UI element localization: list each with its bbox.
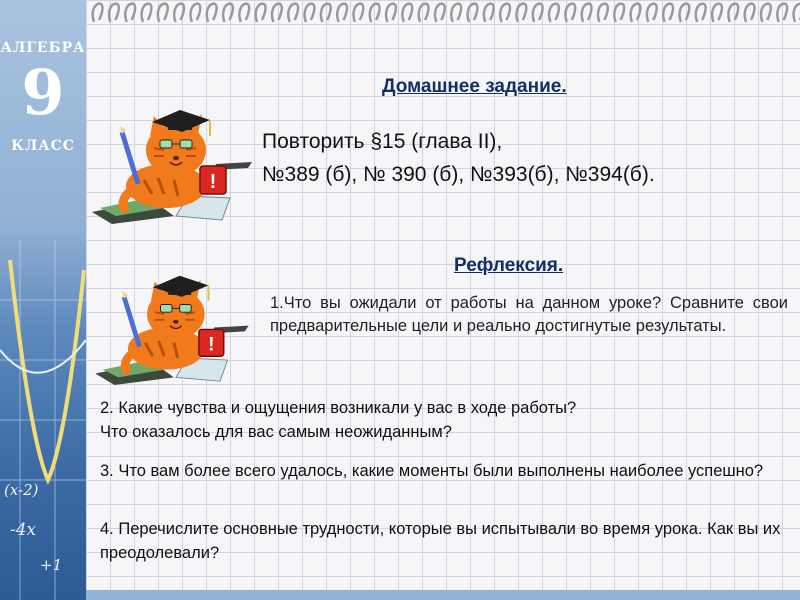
spiral-ring: [549, 4, 559, 22]
homework-title: Домашнее задание.: [382, 76, 567, 97]
spiral-ring: [142, 4, 152, 22]
spiral-ring: [125, 4, 135, 22]
spiral-ring: [272, 4, 282, 22]
reflection-question-2-line-2: Что оказалось для вас самым неожиданным?: [100, 423, 452, 441]
spiral-ring: [565, 4, 575, 22]
spiral-ring: [761, 4, 771, 22]
cat-with-graduation-cap-icon: [92, 270, 252, 385]
spiral-ring: [93, 4, 103, 22]
spiral-ring: [288, 4, 298, 22]
spiral-ring: [663, 4, 673, 22]
spiral-ring: [109, 4, 119, 22]
homework-line-2: №389 (б), № 390 (б), №393(б), №394(б).: [262, 163, 655, 186]
reflection-title: Рефлексия.: [454, 255, 564, 276]
spiral-ring: [516, 4, 526, 22]
reflection-question-2-line-1: 2. Какие чувства и ощущения возникали у вас в ходе работы?: [100, 399, 577, 417]
spiral-ring: [223, 4, 233, 22]
reflection-question-1: 1.Что вы ожидали от работы на данном уроке? Сравните свои предварительные цели и реально достигнутые результаты.: [270, 294, 788, 335]
spiral-ring: [500, 4, 510, 22]
spiral-ring: [679, 4, 689, 22]
reflection-question-2: [100, 396, 790, 444]
warning-glyph: !: [208, 334, 215, 356]
homework-line-1: Повторить §15 (глава II),: [262, 130, 503, 153]
reflection-question-4: 4. Перечислите основные трудности, которые вы испытывали во время урока. Как вы их преодолевали?: [100, 520, 781, 562]
spiral-ring: [777, 4, 787, 22]
spiral-ring: [158, 4, 168, 22]
spiral-ring: [484, 4, 494, 22]
spiral-ring: [353, 4, 363, 22]
spiral-ring: [402, 4, 412, 22]
spiral-ring: [468, 4, 478, 22]
spiral-ring: [728, 4, 738, 22]
spiral-ring: [386, 4, 396, 22]
spiral-ring: [582, 4, 592, 22]
spiral-ring: [174, 4, 184, 22]
spiral-ring: [256, 4, 266, 22]
spiral-ring: [647, 4, 657, 22]
reflection-question-3: 3. Что вам более всего удалось, какие моменты были выполнены наиболее успешно?: [100, 462, 764, 480]
spiral-ring: [533, 4, 543, 22]
spiral-ring: [370, 4, 380, 22]
spiral-binding: [86, 0, 800, 26]
grade-label: КЛАСС: [11, 138, 75, 154]
spiral-ring: [745, 4, 755, 22]
grade-number: 9: [21, 56, 65, 129]
spiral-ring: [337, 4, 347, 22]
spiral-ring: [207, 4, 217, 22]
formula-fragment-2: -4x: [10, 520, 37, 540]
spiral-ring: [631, 4, 641, 22]
subject-label: АЛГЕБРА: [0, 40, 86, 56]
spiral-ring: [794, 4, 800, 22]
spiral-ring: [451, 4, 461, 22]
cat-with-graduation-cap-icon: [92, 104, 252, 224]
spiral-ring: [321, 4, 331, 22]
formula-fragment-1: (x-2): [4, 481, 39, 499]
spiral-ring: [435, 4, 445, 22]
spiral-ring: [614, 4, 624, 22]
spiral-ring: [419, 4, 429, 22]
spiral-ring: [190, 4, 200, 22]
bottom-band: [86, 590, 800, 600]
spiral-ring: [598, 4, 608, 22]
spiral-ring: [305, 4, 315, 22]
warning-glyph: !: [209, 171, 217, 193]
spiral-ring: [712, 4, 722, 22]
sidebar: [0, 0, 86, 600]
formula-fragment-3: +1: [40, 556, 63, 574]
spiral-ring: [239, 4, 249, 22]
spiral-ring: [696, 4, 706, 22]
formula-graph-decoration: [0, 240, 86, 600]
